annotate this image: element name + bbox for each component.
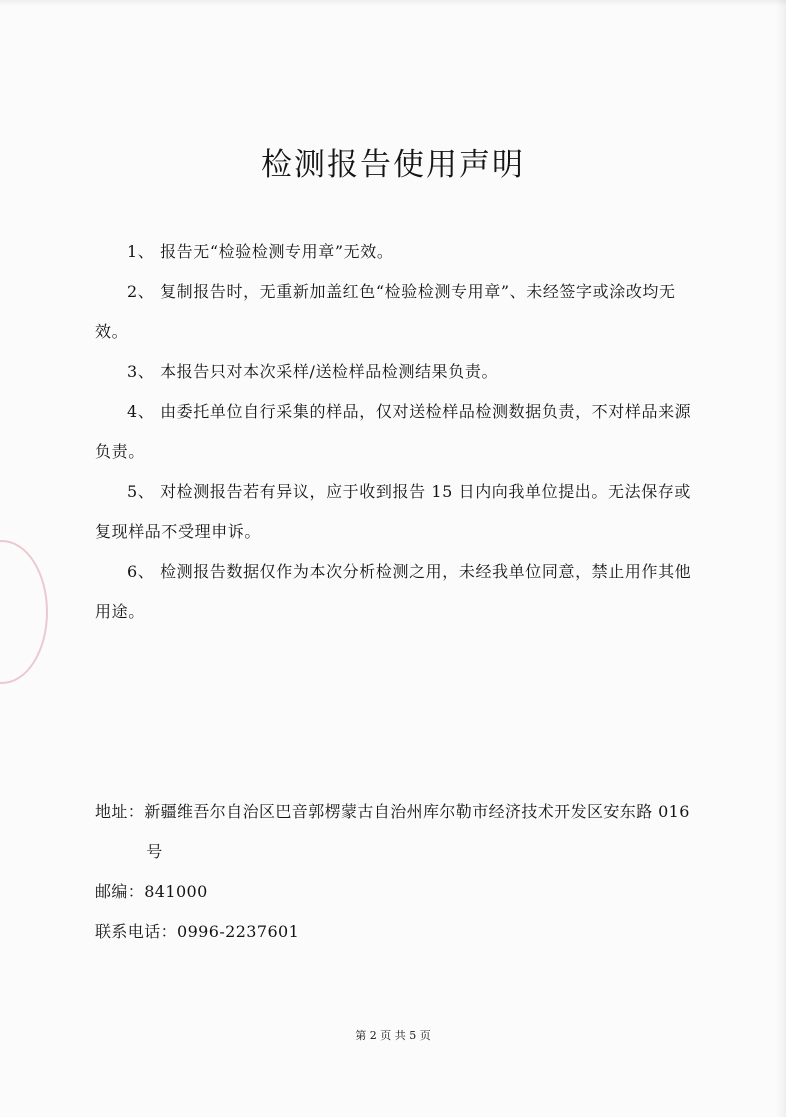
scan-shadow-top [0,0,786,6]
statement-item: 1、 报告无“检验检测专用章”无效。 [127,242,394,261]
statement-item: 3、 本报告只对本次采样/送检样品检测结果负责。 [127,362,499,381]
statement-item: 4、 由委托单位自行采集的样品，仅对送检样品检测数据负责，不对样品来源负责。 [95,402,692,461]
postcode: 邮编：841000 [95,882,208,901]
statement-item: 2、 复制报告时，无重新加盖红色“检验检测专用章”、未经签字或涂改均无效。 [95,282,676,341]
phone-number: 联系电话：0996-2237601 [95,922,300,941]
contact-info [95,792,705,952]
address: 地址：新疆维吾尔自治区巴音郭楞蒙古自治州库尔勒市经济技术开发区安东路 016 号 [95,802,690,861]
statement-item: 5、 对检测报告若有异议，应于收到报告 15 日内向我单位提出。无法保存或复现样品不受理申诉。 [95,482,691,541]
statement-item: 6、 检测报告数据仅作为本次分析检测之用，未经我单位同意，禁止用作其他用途。 [95,562,692,621]
statement-list [95,232,695,632]
document-title: 检测报告使用声明 [261,146,525,183]
page-indicator: 第 2 页 共 5 页 [355,1029,431,1042]
